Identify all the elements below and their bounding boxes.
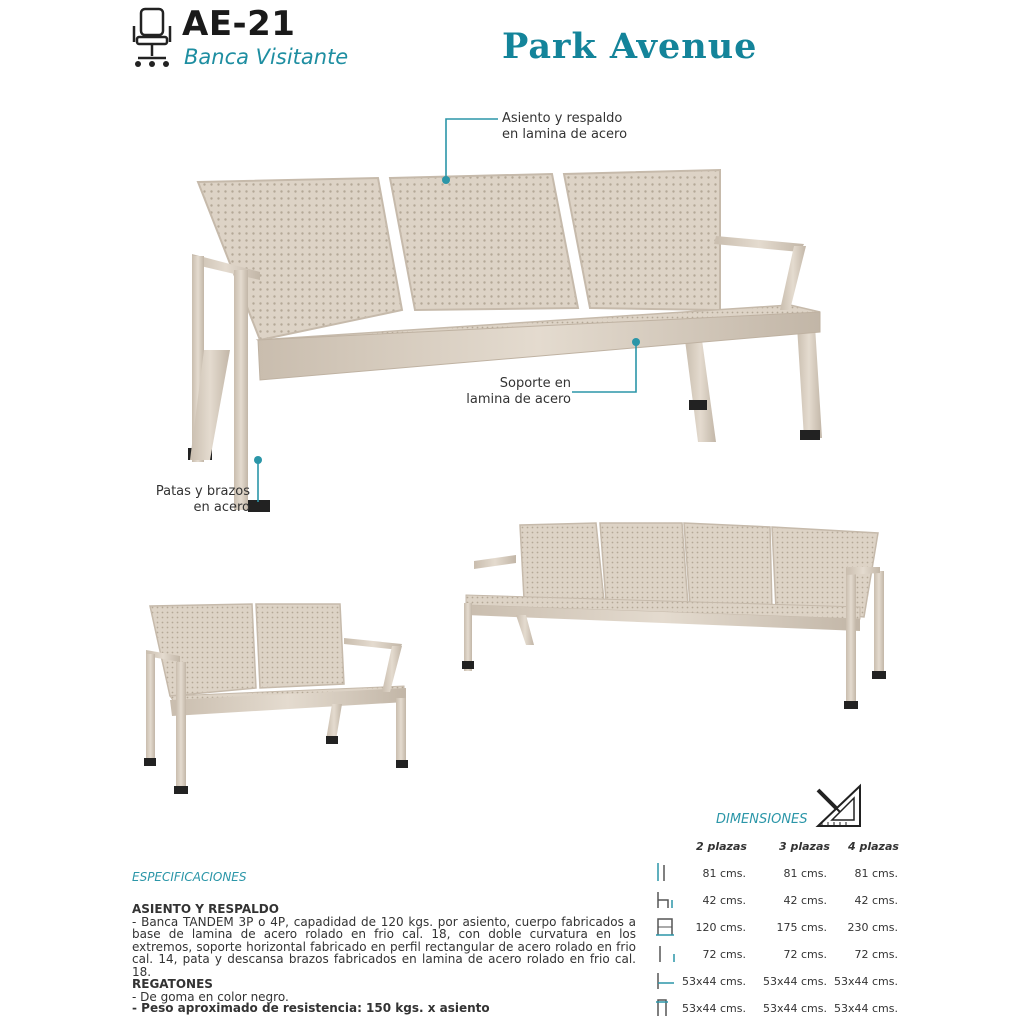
callout-seat-back: Asiento y respaldo en lamina de acero xyxy=(502,111,628,142)
dim-back-size-3: 53x44 cms. xyxy=(763,1002,827,1015)
dim-col-3-plazas: 3 plazas xyxy=(779,840,830,853)
callout-support: Soporte en lamina de acero xyxy=(466,376,571,407)
dim-seat-size-4: 53x44 cms. xyxy=(834,975,898,988)
dim-col-2-plazas: 2 plazas xyxy=(696,840,747,853)
bench-2-seat-image xyxy=(140,600,410,800)
dimensions-title: DIMENSIONES xyxy=(716,812,808,827)
callout-legs: Patas y brazos en acero xyxy=(155,484,250,515)
dim-back-size-2: 53x44 cms. xyxy=(682,1002,746,1015)
spec-section-seat-back-text: - Banca TANDEM 3P o 4P, capadidad de 120 kgs. por asiento, cuerpo fabricados a base de lamina de acero rolado en frio cal. 18, con doble curvatura en los extremos, soporte horizontal fabricado en perfil rectangular de acero rolado en frio cal. 14, pata y descansa brazos fabricados en lamina de acero rolado en frio cal. 18. xyxy=(132,914,636,979)
spec-section-seat-back-title: ASIENTO Y RESPALDO xyxy=(132,902,279,916)
callout-line-seat-back xyxy=(440,110,520,190)
dim-height-2: 81 cms. xyxy=(702,867,746,880)
spec-section-caps-title: REGATONES xyxy=(132,977,213,991)
dim-width-4: 230 cms. xyxy=(847,921,898,934)
dim-width-2: 120 cms. xyxy=(695,921,746,934)
dim-col-4-plazas: 4 plazas xyxy=(848,840,899,853)
dim-seat-size-3: 53x44 cms. xyxy=(763,975,827,988)
office-chair-icon xyxy=(130,6,174,70)
dim-arm-height-2: 72 cms. xyxy=(702,948,746,961)
dim-seat-height-2: 42 cms. xyxy=(702,894,746,907)
spec-weight: - Peso aproximado de resistencia: 150 kgs. x asiento xyxy=(132,1001,490,1015)
callout-line-support xyxy=(570,334,650,404)
dim-width-3: 175 cms. xyxy=(776,921,827,934)
ruler-square-icon xyxy=(814,782,864,830)
dim-seat-height-4: 42 cms. xyxy=(854,894,898,907)
dim-height-3: 81 cms. xyxy=(783,867,827,880)
bench-3-seat-image xyxy=(180,160,830,520)
dim-back-size-4: 53x44 cms. xyxy=(834,1002,898,1015)
dim-seat-size-2: 53x44 cms. xyxy=(682,975,746,988)
specifications-body xyxy=(132,903,636,1003)
brand-title: Park Avenue xyxy=(502,26,758,67)
specifications-title: ESPECIFICACIONES xyxy=(132,870,247,884)
dim-arm-height-3: 72 cms. xyxy=(783,948,827,961)
spec-section-caps-text: - De goma en color negro. xyxy=(132,989,289,1004)
product-subtitle: Banca Visitante xyxy=(184,45,349,69)
bench-4-seat-image xyxy=(460,515,890,715)
product-code: AE-21 xyxy=(182,4,296,44)
callout-line-legs xyxy=(250,450,270,510)
dim-height-4: 81 cms. xyxy=(854,867,898,880)
dim-seat-height-3: 42 cms. xyxy=(783,894,827,907)
dim-arm-height-4: 72 cms. xyxy=(854,948,898,961)
